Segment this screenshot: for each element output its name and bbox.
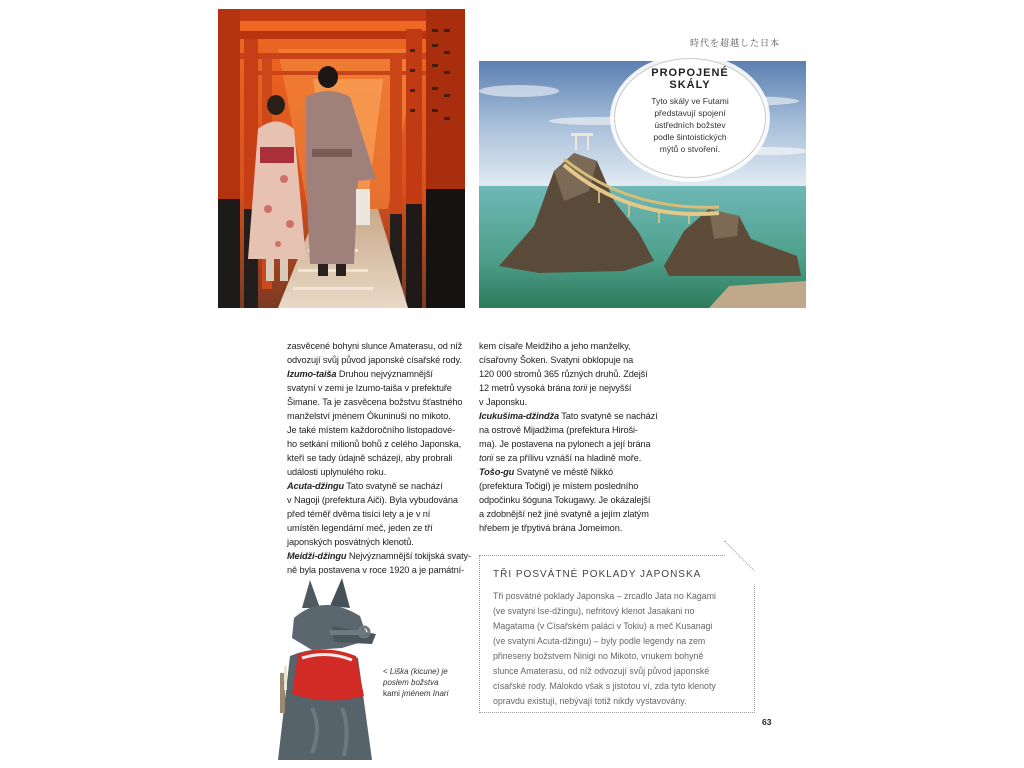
text-run: v Nagoji (prefektura Aiči). Byla vybudována bbox=[287, 495, 458, 505]
text-run: Druhou nejvýznamnější bbox=[336, 369, 433, 379]
sidebar-box bbox=[479, 555, 755, 713]
text-run: japonských posvátných klenotů. bbox=[287, 537, 414, 547]
text-run: zasvěcené bohyni slunce Amaterasu, od níž bbox=[287, 341, 463, 351]
text-run: ho setkání milionů bohů z celého Japonska, bbox=[287, 439, 462, 449]
text-line bbox=[287, 437, 467, 451]
sidebar-line: slunce Amaterasu, od níž odvozují svůj původ japonské bbox=[493, 666, 710, 676]
text-line bbox=[287, 563, 467, 577]
text-run: císařovny Šoken. Svatyni obklopuje na bbox=[479, 355, 634, 365]
body-column-left bbox=[287, 339, 471, 577]
text-run: Tato svatyně se nachází bbox=[343, 481, 443, 491]
fox-caption-line: kami bbox=[383, 689, 400, 698]
text-line bbox=[287, 507, 467, 521]
caption-title bbox=[615, 67, 765, 91]
torii-tunnel-photo bbox=[218, 9, 465, 308]
sidebar-line: (ve svatyni Acuta-džingu) – byly podle legendy na zem bbox=[493, 636, 706, 646]
text-line bbox=[287, 521, 467, 535]
fox-caption-line: poslem božstva bbox=[383, 678, 439, 687]
text-run: Svatyně ve městě Nikkó bbox=[514, 467, 614, 477]
caption-title-line: PROPOJENÉ bbox=[651, 67, 729, 79]
text-line bbox=[287, 353, 467, 367]
text-run: na ostrově Mijadžima (prefektura Hiroši- bbox=[479, 425, 638, 435]
caption-line: Tyto skály ve Futami bbox=[651, 96, 729, 106]
text-run: kteří se tady údajně scházejí, aby probrali bbox=[287, 453, 453, 463]
text-line bbox=[479, 465, 664, 479]
text-line bbox=[287, 339, 467, 353]
caption-text bbox=[634, 95, 746, 155]
fox-statue-photo bbox=[272, 578, 382, 760]
text-line bbox=[287, 549, 471, 563]
text-line bbox=[479, 437, 664, 451]
italic-term: torii bbox=[572, 383, 588, 393]
caption-line: mýtů o stvoření. bbox=[659, 144, 721, 154]
text-line bbox=[479, 493, 664, 507]
italic-term: torii bbox=[479, 453, 494, 463]
text-line bbox=[287, 451, 467, 465]
text-run: hřebem je třpytivá brána Jomeimon. bbox=[479, 523, 623, 533]
torii-tunnel-illustration bbox=[218, 9, 465, 308]
text-line bbox=[287, 409, 467, 423]
text-run: ma). Je postavena na pylonech a její brána bbox=[479, 439, 651, 449]
text-run: a zdobnější než jiné svatyně a jejím zlatým bbox=[479, 509, 649, 519]
text-run: Je také místem každoročního listopadové- bbox=[287, 425, 456, 435]
text-line bbox=[479, 479, 664, 493]
caption-title-line: SKÁLY bbox=[669, 79, 711, 91]
running-head: 時代を超越した日本 bbox=[690, 38, 781, 48]
text-run: kem císaře Meidžiho a jeho manželky, bbox=[479, 341, 631, 351]
arrow-left-icon: < bbox=[383, 667, 388, 676]
sidebar-line: (ve svatyni Ise-džingu), nefritový klenot Jasakani no bbox=[493, 606, 695, 616]
entry-heading: Tošo-gu bbox=[479, 467, 515, 477]
text-line bbox=[479, 451, 664, 465]
text-line bbox=[287, 395, 467, 409]
text-line bbox=[287, 465, 467, 479]
body-column-right bbox=[479, 339, 664, 535]
text-line bbox=[287, 535, 467, 549]
sidebar-line: Magatama (v Císařském paláci v Tokiu) a meč Kusanagi bbox=[493, 621, 713, 631]
text-line bbox=[479, 367, 664, 381]
text-run: svatyní v zemi je Izumo-taiša v prefektuře bbox=[287, 383, 452, 393]
sidebar-text bbox=[493, 589, 743, 709]
text-line bbox=[479, 381, 664, 395]
text-run: v Japonsku. bbox=[479, 397, 527, 407]
text-line bbox=[287, 381, 467, 395]
sidebar-corner bbox=[725, 555, 755, 585]
text-run: 12 metrů vysoká brána bbox=[479, 383, 573, 393]
caption-line: představují spojení bbox=[654, 108, 726, 118]
sidebar-line: opravdu existují, nebývají totiž nikdy vystavovány. bbox=[493, 696, 687, 706]
text-run: (prefektura Točigi) je místem posledního bbox=[479, 481, 639, 491]
text-run: Šimane. Ta je zasvěcena božstvu šťastného bbox=[287, 397, 463, 407]
text-line bbox=[479, 353, 664, 367]
text-line bbox=[287, 479, 467, 493]
text-run: manželství jménem Ókuninuši no mikoto. bbox=[287, 411, 451, 421]
text-line bbox=[479, 521, 664, 535]
text-run: před téměř dvěma tisíci lety a je v ní bbox=[287, 509, 431, 519]
text-line bbox=[479, 395, 664, 409]
sidebar-line: přineseny božstvem Ninigi no Mikoto, vnukem bohyně bbox=[493, 651, 704, 661]
sidebar-line: Tři posvátné poklady Japonska – zrcadlo Jata no Kagami bbox=[493, 591, 716, 601]
entry-heading: Meidži-džingu bbox=[287, 551, 347, 561]
text-run: odvozují svůj původ japonské císařské rody. bbox=[287, 355, 462, 365]
text-line bbox=[479, 423, 664, 437]
fox-statue-illustration bbox=[272, 578, 382, 760]
entry-heading: Acuta-džingu bbox=[287, 481, 344, 491]
text-run: se za přílivu vznáší na hladině moře. bbox=[493, 453, 642, 463]
text-run: Tato svatyně se nachází bbox=[558, 411, 658, 421]
entry-heading: Icukušima-džindža bbox=[479, 411, 559, 421]
fox-caption-line: Liška (kicune) je bbox=[389, 667, 448, 676]
fox-caption-line: jménem Inari bbox=[399, 689, 449, 698]
text-run: Nejvýznamnější tokijská svaty- bbox=[346, 551, 471, 561]
text-run: 120 000 stromů 365 různých druhů. Zdejší bbox=[479, 369, 648, 379]
text-run: je nejvyšší bbox=[587, 383, 632, 393]
text-run: umístěn legendární meč, jeden ze tří bbox=[287, 523, 433, 533]
text-line bbox=[287, 493, 467, 507]
caption-bubble bbox=[614, 58, 766, 178]
text-line bbox=[287, 423, 467, 437]
caption-line: podle šintoistických bbox=[653, 132, 727, 142]
entry-heading: Izumo-taiša bbox=[287, 369, 337, 379]
sidebar-title: TŘI POSVÁTNÉ POKLADY JAPONSKA bbox=[493, 569, 702, 580]
fox-caption bbox=[383, 666, 463, 699]
text-line bbox=[479, 339, 664, 353]
caption-line: ústředních božstev bbox=[654, 120, 726, 130]
text-run: ně byla postavena v roce 1920 a je památní- bbox=[287, 565, 465, 575]
text-run: události uplynulého roku. bbox=[287, 467, 387, 477]
text-line bbox=[287, 367, 467, 381]
page-number: 63 bbox=[762, 717, 772, 727]
sidebar-line: císařské rody. Málokdo však s jistotou ví, zda tyto klenoty bbox=[493, 681, 716, 691]
text-line bbox=[479, 507, 664, 521]
text-line bbox=[479, 409, 664, 423]
text-run: odpočinku šóguna Tokugawy. Je okázalejší bbox=[479, 495, 651, 505]
